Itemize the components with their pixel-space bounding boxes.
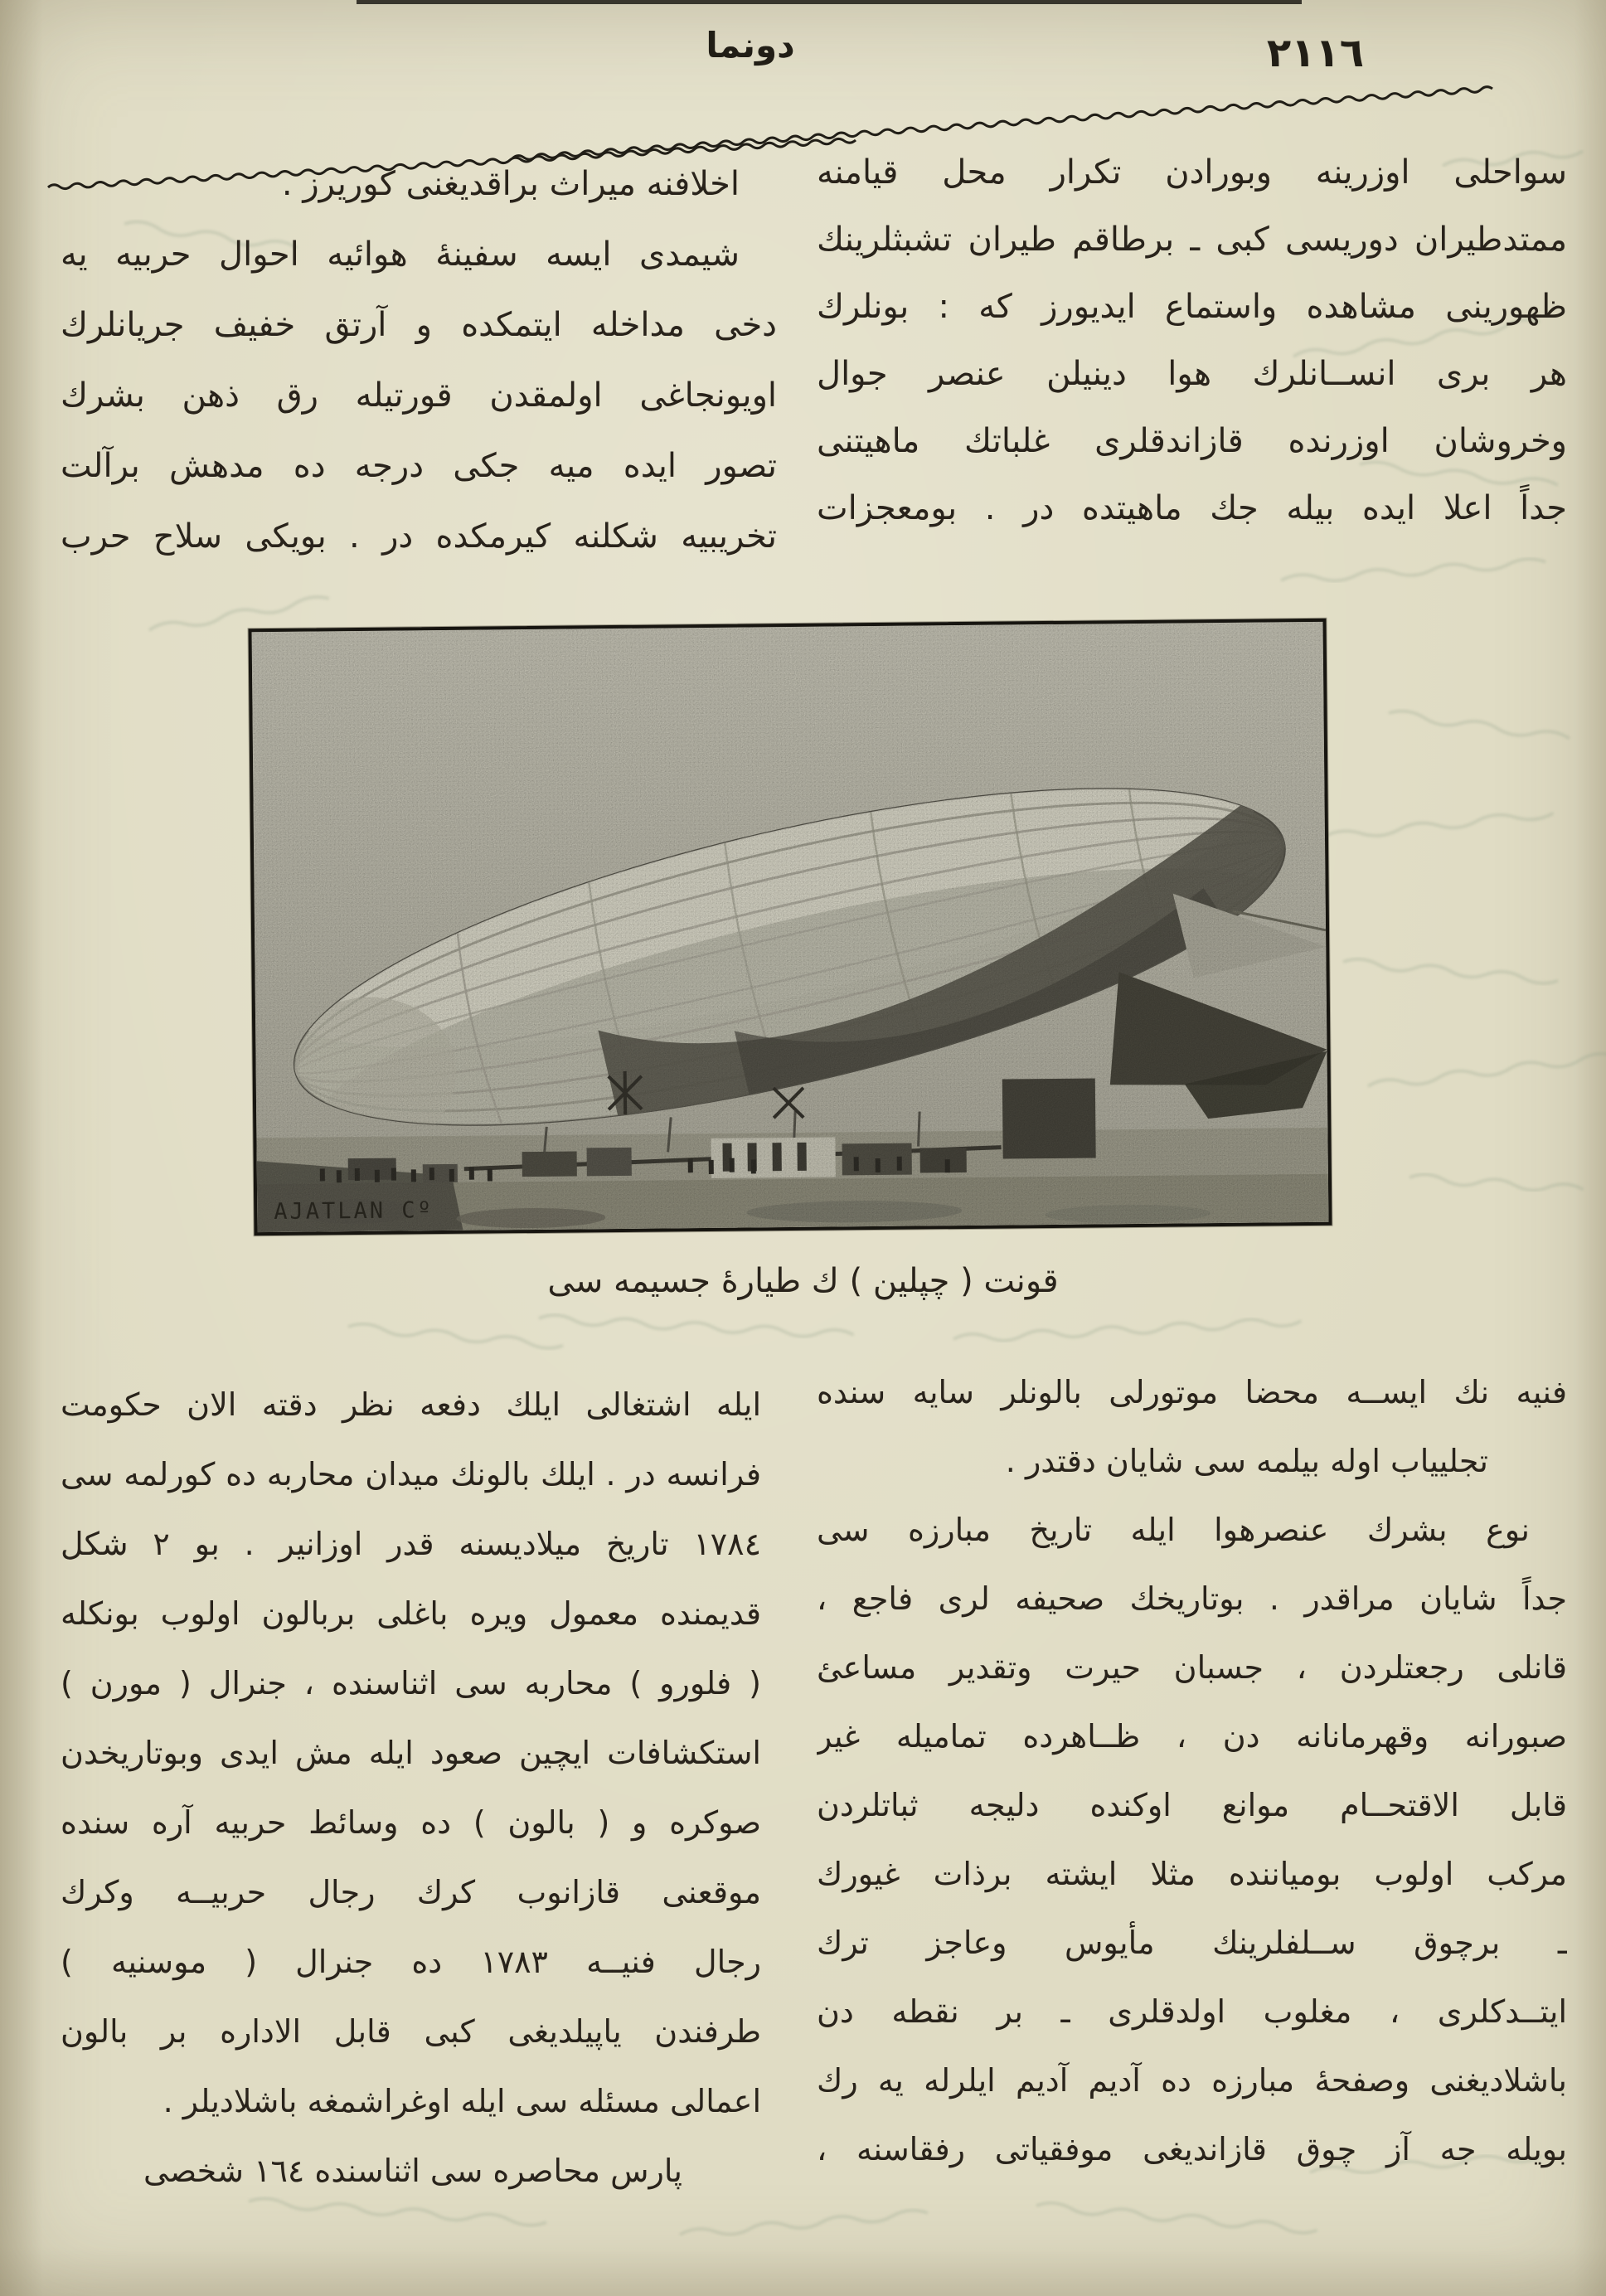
text-line: هر برى انســانلرك هوا دينيلن عنصر جوال <box>817 355 1567 393</box>
text-line: تجليياب اوله بيلمه سى شايان دقتدر . <box>1005 1443 1488 1479</box>
text-line: ١٧٨٤ تاريخ ميلاديسنه قدر اوزانير . بو ٢ شكل <box>61 1526 761 1562</box>
page-top-rule <box>357 0 1302 4</box>
text-line: مركب اولوب بومياننده مثلا ايشته برذات غيورك <box>817 1856 1567 1892</box>
text-line: قانلى رجعتلردن ، جسبان حيرت وتقدير مساعئ <box>817 1649 1567 1686</box>
text-line: اعمالى مسئله سى ايله اوغراشمغه باشلاديلر . <box>163 2083 761 2119</box>
text-line: صوكره و ( بالون ) ده وسائط حربيه آره سنده <box>61 1804 761 1841</box>
text-line: دخى مداخله ايتمكده و آرتق خفيف جريانلرك <box>61 306 777 344</box>
text-line: جداً شايان مراقدر . بوتاريخك صحيفه لرى فاجع ، <box>817 1580 1567 1617</box>
page-number: ٢١١٦ <box>1266 30 1364 76</box>
text-line: ( فلورو ) محاربه سى اثناسنده ، جنرال ( مورن ) <box>61 1665 761 1701</box>
text-line: تصور ايده ميه جكى درجه ده مدهش برآلت <box>61 447 777 485</box>
text-line: باشلاديغنى وصفحۀ مبارزه ده آديم آديم ايلرله يه رك <box>817 2062 1567 2099</box>
zeppelin-illustration <box>252 622 1329 1232</box>
halftone-grain-overlay <box>252 622 1329 1232</box>
text-line: اخلافنه ميراث براقديغنى كوريرز . <box>281 165 740 203</box>
text-line: ظهورينى مشاهده واستماع ايديورز كه : بونلرك <box>817 288 1567 326</box>
text-line: اويونجاغى اولمقدن قورتيله رق ذهن بشرك <box>61 376 777 415</box>
text-line: بويله جه آز چوق قازانديغى موفقياتى رفقاسنه ، <box>817 2131 1567 2167</box>
text-line: ايله اشتغالى ايلك دفعه نظر دقته الان حكومت <box>61 1386 761 1423</box>
upper-left-column <box>61 149 777 572</box>
text-line: ـ برچوق ســلفلرينك مأيوس وعاجز ترك <box>817 1925 1567 1961</box>
upper-right-column <box>817 139 1567 542</box>
text-line: پارس محاصره سى اثناسنده ١٦٤ شخصى <box>143 2153 682 2189</box>
text-line: استكشافات ايچين صعود ايله مش ايدى وبوتاريخدن <box>61 1735 761 1771</box>
text-line: طرفندن ياپيلديغى كبى قابل الاداره بر بالون <box>61 2013 761 2050</box>
text-line: تخريبيه شكلنه كيرمكده در . بويكى سلاح حرب <box>61 517 777 556</box>
photo-caption: قونت ( چپلين ) ك طيارۀ جسيمه سى <box>547 1262 1059 1300</box>
text-line: فنيه نك ايســه محضا موتورلى بالونلر سايه سنده <box>817 1374 1567 1410</box>
text-line: فرانسه در . ايلك بالونك ميدان محاربه ده كورلمه سى <box>61 1456 761 1493</box>
photo-watermark: AJATLAN Cº <box>274 1197 434 1225</box>
text-line: شيمدى ايسه سفينۀ هوائيه احوال حربيه يه <box>61 235 740 274</box>
page-title: دونما <box>706 25 795 66</box>
text-line: قديمنده معمول ويره باغلى بربالون اولوب بونكله <box>61 1595 761 1632</box>
lower-left-column <box>61 1370 761 2206</box>
text-line: موقعنى قازانوب كرك رجال حربيــه وكرك <box>61 1874 761 1910</box>
lower-right-column <box>817 1358 1567 2184</box>
text-line: قابل الاقتحــام موانع اوكنده دليجه ثباتلردن <box>817 1787 1567 1823</box>
text-line: ممتدطيران دوريسى كبى ـ برطاقم طيران تشبثلرينك <box>817 221 1567 259</box>
text-line: نوع بشرك عنصرهوا ايله تاريخ مبارزه سى <box>817 1512 1530 1548</box>
text-line: صبورانه وقهرمانانه دن ، ظــاهرده تماميله غير <box>817 1718 1567 1755</box>
zeppelin-photo <box>249 619 1332 1235</box>
text-line: وخروشان اوزرنده قازاندقلرى غلباتك ماهيتنى <box>817 422 1567 460</box>
text-line: جداً اعلا ايده بيله جك ماهيتده در . بومعجزات <box>817 489 1567 527</box>
text-line: سواحلى اوزرينه وبورادن تكرار محل قيامنه <box>817 153 1567 192</box>
text-line: رجال فنيــه ١٧٨٣ ده جنرال ( موسنيه ) <box>61 1944 761 1980</box>
text-line: ايتــدكلرى ، مغلوب اولدقلرى ـ بر نقطه دن <box>817 1993 1567 2030</box>
